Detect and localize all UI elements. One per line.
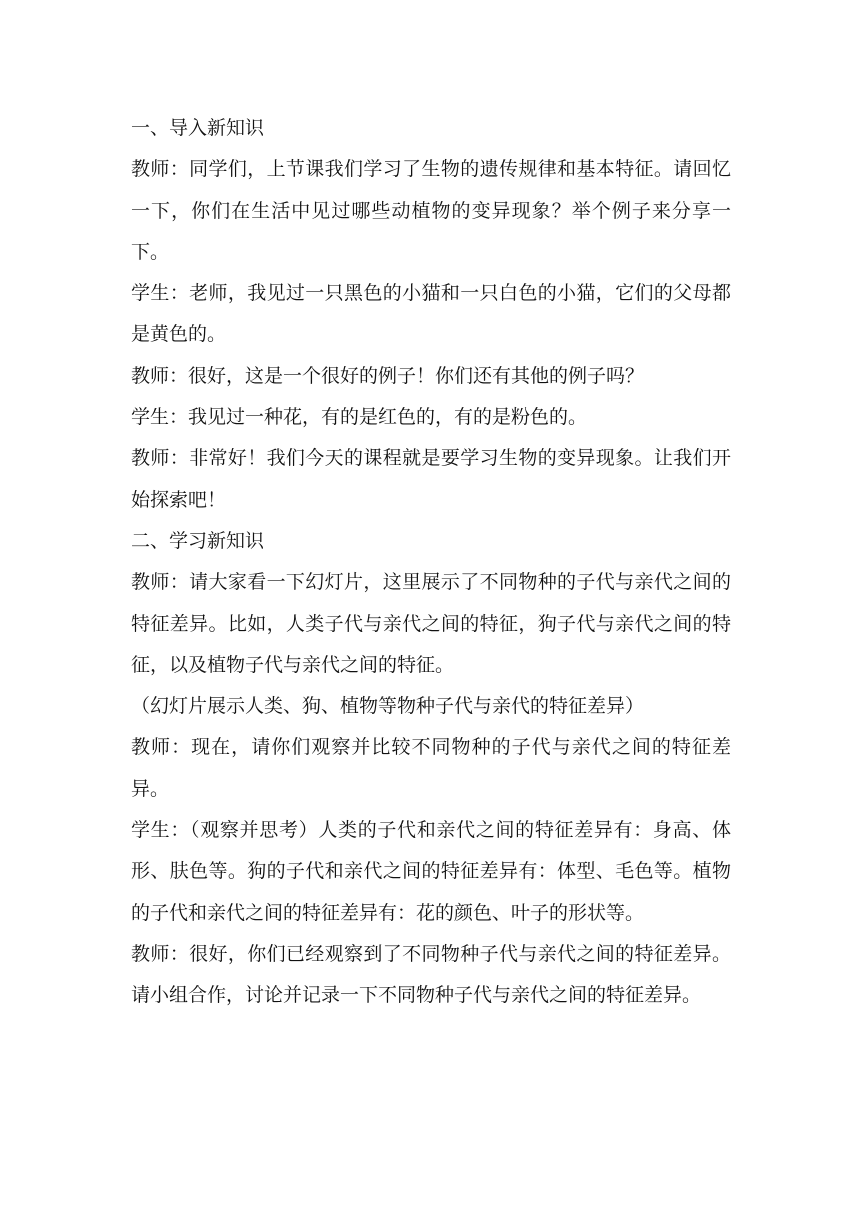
paragraph-teacher-6: 教师：很好，你们已经观察到了不同物种子代与亲代之间的特征差异。请小组合作，讨论并记录一下不同物种子代与亲代之间的特征差异。 (131, 942, 731, 1007)
paragraph-slide-note: （幻灯片展示人类、狗、植物等物种子代与亲代的特征差异） (131, 695, 645, 718)
paragraph-teacher-1: 教师：同学们，上节课我们学习了生物的遗传规律和基本特征。请回忆一下，你们在生活中见过哪些动植物的变异现象？举个例子来分享一下。 (131, 158, 731, 263)
paragraph-student-2: 学生：我见过一种花，有的是红色的，有的是粉色的。 (131, 406, 588, 429)
document-body (131, 108, 731, 1017)
section-heading-intro: 一、导入新知识 (131, 117, 265, 139)
paragraph-student-3: 学生：（观察并思考）人类的子代和亲代之间的特征差异有：身高、体形、肤色等。狗的子代和亲代之间的特征差异有：体型、毛色等。植物的子代和亲代之间的特征差异有：花的颜色、叶子的形状等。 (131, 819, 731, 924)
paragraph-teacher-3: 教师：非常好！我们今天的课程就是要学习生物的变异现象。让我们开始探索吧！ (131, 447, 731, 511)
section-heading-new-knowledge: 二、学习新知识 (131, 529, 265, 552)
paragraph-teacher-4: 教师：请大家看一下幻灯片，这里展示了不同物种的子代与亲代之间的特征差异。比如，人类子代与亲代之间的特征，狗子代与亲代之间的特征，以及植物子代与亲代之间的特征。 (131, 571, 731, 676)
paragraph-teacher-5: 教师：现在，请你们观察并比较不同物种的子代与亲代之间的特征差异。 (131, 736, 731, 800)
paragraph-student-1: 学生：老师，我见过一只黑色的小猫和一只白色的小猫，它们的父母都是黄色的。 (131, 282, 731, 346)
paragraph-teacher-2: 教师：很好，这是一个很好的例子！你们还有其他的例子吗？ (131, 364, 645, 387)
